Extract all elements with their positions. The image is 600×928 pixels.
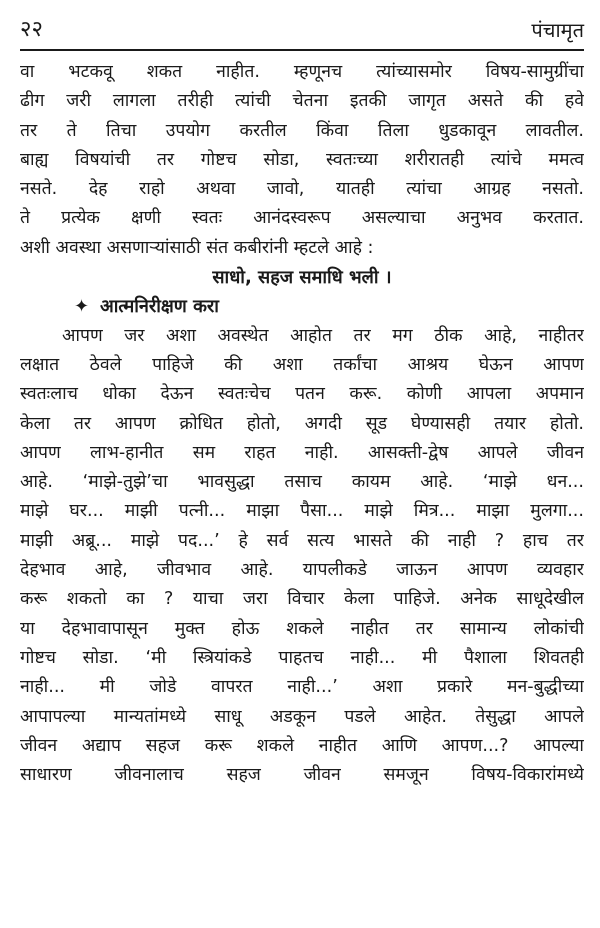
kabir-quote: साधो, सहज समाधि भली । <box>212 267 392 289</box>
section-heading-text: आत्मनिरीक्षण करा <box>100 296 219 318</box>
text-line: आहे. ‘माझे-तुझे’चा भावसुद्धा तसाच कायम आहे. ‘माझे धन... <box>20 472 584 493</box>
text-line: साधारण जीवनालाच सहज जीवन समजून विषय-विकारांमध्ये <box>20 765 584 786</box>
running-title: पंचामृत <box>531 18 584 42</box>
text-line: आपण लाभ-हानीत सम राहत नाही. आसक्ती-द्वेष आपले जीवन <box>20 442 584 463</box>
text-line: माझी अब्रू... माझे पद...’ हे सर्व सत्य भासते की नाही ? हाच तर <box>20 530 584 551</box>
text-line: या देहभावापासून मुक्त होऊ शकले नाहीत तर सामान्य लोकांची <box>20 618 584 639</box>
text-line: आपापल्या मान्यतांमध्ये साधू अडकून पडले आहेत. तेसुद्धा आपले <box>20 706 584 727</box>
text-line: करू शकतो का ? याचा जरा विचार केला पाहिजे. अनेक साधूदेखील <box>20 589 584 610</box>
text-line: माझे घर... माझी पत्नी... माझा पैसा... माझे मित्र... माझा मुलगा... <box>20 501 584 522</box>
text-line: गोष्टच सोडा. ‘मी स्त्रियांकडे पाहतच नाही... मी पैशाला शिवतही <box>20 647 584 668</box>
text-line: नाही... मी जोडे वापरत नाही...’ अशा प्रकारे मन-बुद्धीच्या <box>20 677 584 698</box>
text-line: देहभाव आहे, जीवभाव आहे. यापलीकडे जाऊन आपण व्यवहार <box>20 560 584 581</box>
text-line: नसते. देह राहो अथवा जावो, यातही त्यांचा आग्रह नसतो. <box>20 179 584 200</box>
star-bullet-icon: ✦ <box>74 296 90 318</box>
page-number: २२ <box>20 17 43 42</box>
page-header <box>20 14 584 46</box>
text-line: जीवन अद्याप सहज करू शकले नाहीत आणि आपण...? आपल्या <box>20 735 584 756</box>
text-line: स्वतःलाच धोका देऊन स्वतःचेच पतन करू. कोणी आपला अपमान <box>20 384 584 405</box>
text-line: वा भटकवू शकत नाहीत. म्हणूनच त्यांच्यासमोर विषय-सामुग्रींचा <box>20 62 584 82</box>
text-line: ते प्रत्येक क्षणी स्वतः आनंदस्वरूप असल्याचा अनुभव करतात. <box>20 208 584 229</box>
text-line: तर ते तिचा उपयोग करतील किंवा तिला धुडकावून लावतील. <box>20 120 584 141</box>
header-rule <box>20 49 584 51</box>
text-line: आपण जर अशा अवस्थेत आहोत तर मग ठीक आहे, नाहीतर <box>62 325 584 346</box>
section-heading <box>20 292 584 321</box>
text-line: केला तर आपण क्रोधित होतो, अगदी सूड घेण्यासही तयार होतो. <box>20 413 584 434</box>
text-line: अशी अवस्था असणाऱ्यांसाठी संत कबीरांनी म्हटले आहे : <box>20 237 374 258</box>
page-body <box>20 58 584 790</box>
text-line: बाह्य विषयांची तर गोष्टच सोडा, स्वतःच्या शरीरातही त्यांचे ममत्व <box>20 149 584 170</box>
text-line: ढीग जरी लागला तरीही त्यांची चेतना इतकी जागृत असते की हवे <box>20 91 584 112</box>
text-line: लक्षात ठेवले पाहिजे की अशा तर्कांचा आश्रय घेऊन आपण <box>20 354 584 375</box>
